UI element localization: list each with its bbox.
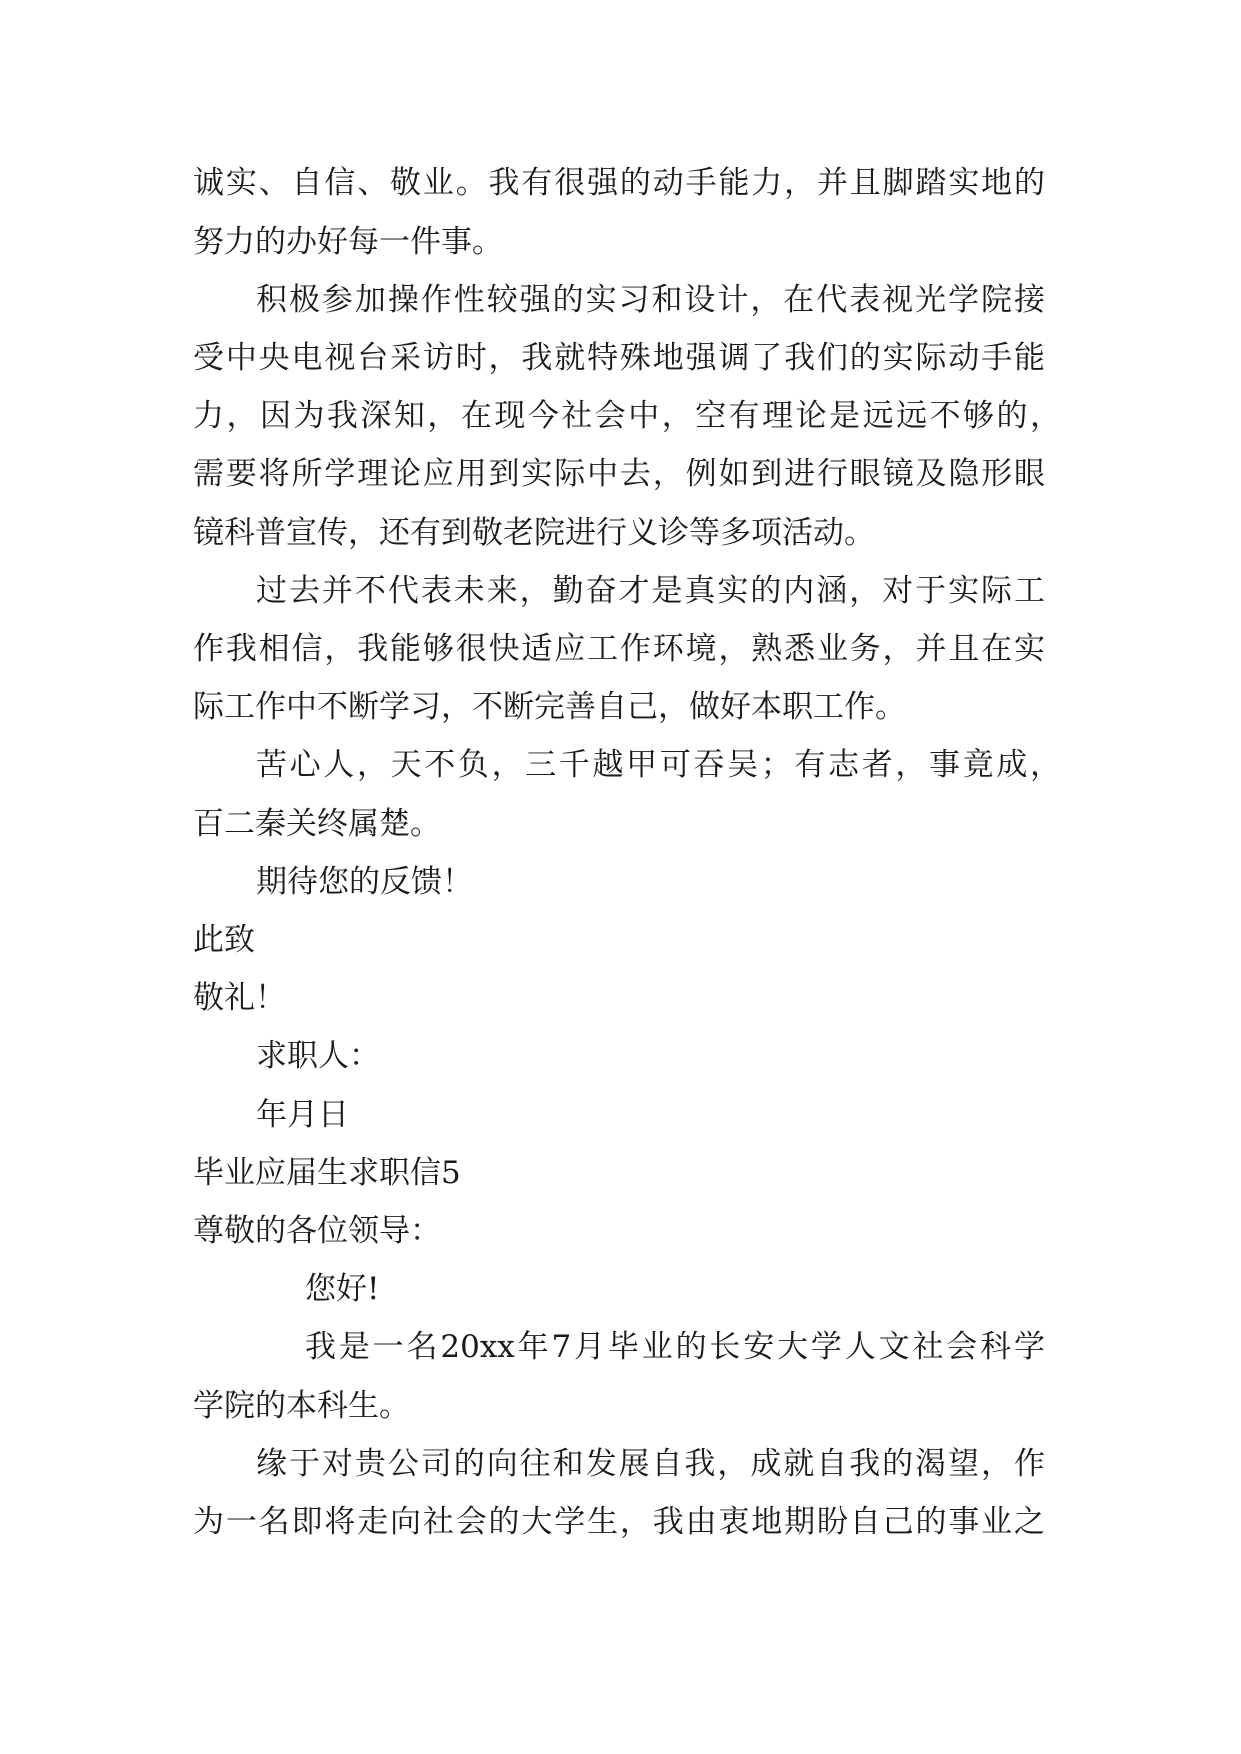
paragraph-line: 镜科普宣传，还有到敬老院进行义诊等多项活动。 (193, 515, 875, 551)
paragraph-line: 力，因为我深知，在现今社会中，空有理论是远远不够的， (193, 398, 1061, 434)
paragraph-line: 学院的本科生。 (193, 1388, 410, 1424)
paragraph-line: 缘于对贵公司的向往和发展自我，成就自我的渴望，作 (256, 1446, 1045, 1482)
paragraph-line: 苦心人，天不负，三千越甲可吞吴；有志者，事竟成， (256, 747, 1061, 783)
paragraph-line: 际工作中不断学习，不断完善自己，做好本职工作。 (193, 689, 906, 725)
paragraph-line: 过去并不代表未来，勤奋才是真实的内涵，对于实际工 (256, 573, 1045, 609)
closing-line: 敬礼！ (193, 980, 286, 1016)
paragraph-line: 诚实、自信、敬业。我有很强的动手能力，并且脚踏实地的 (193, 165, 1045, 201)
paragraph-line: 努力的办好每一件事。 (193, 224, 503, 260)
salutation: 尊敬的各位领导： (193, 1213, 441, 1249)
paragraph-line: 受中央电视台采访时，我就特殊地强调了我们的实际动手能 (193, 340, 1045, 376)
paragraph-line: 为一名即将走向社会的大学生，我由衷地期盼自己的事业之 (193, 1504, 1045, 1540)
paragraph-line: 百二秦关终属楚。 (193, 806, 441, 842)
closing-line: 此致 (193, 922, 255, 958)
paragraph-line: 期待您的反馈！ (256, 864, 473, 900)
paragraph-line: 需要将所学理论应用到实际中去，例如到进行眼镜及隐形眼 (193, 456, 1045, 492)
signature-label: 求职人： (256, 1038, 380, 1074)
greeting: 您好! (305, 1271, 380, 1307)
paragraph-line: 积极参加操作性较强的实习和设计，在代表视光学院接 (256, 282, 1045, 318)
paragraph-line: 我是一名20xx年7月毕业的长安大学人文社会科学 (305, 1329, 1045, 1365)
section-heading: 毕业应届生求职信5 (193, 1155, 461, 1191)
date-label: 年月日 (256, 1097, 349, 1133)
paragraph-line: 作我相信，我能够很快适应工作环境，熟悉业务，并且在实 (193, 631, 1045, 667)
